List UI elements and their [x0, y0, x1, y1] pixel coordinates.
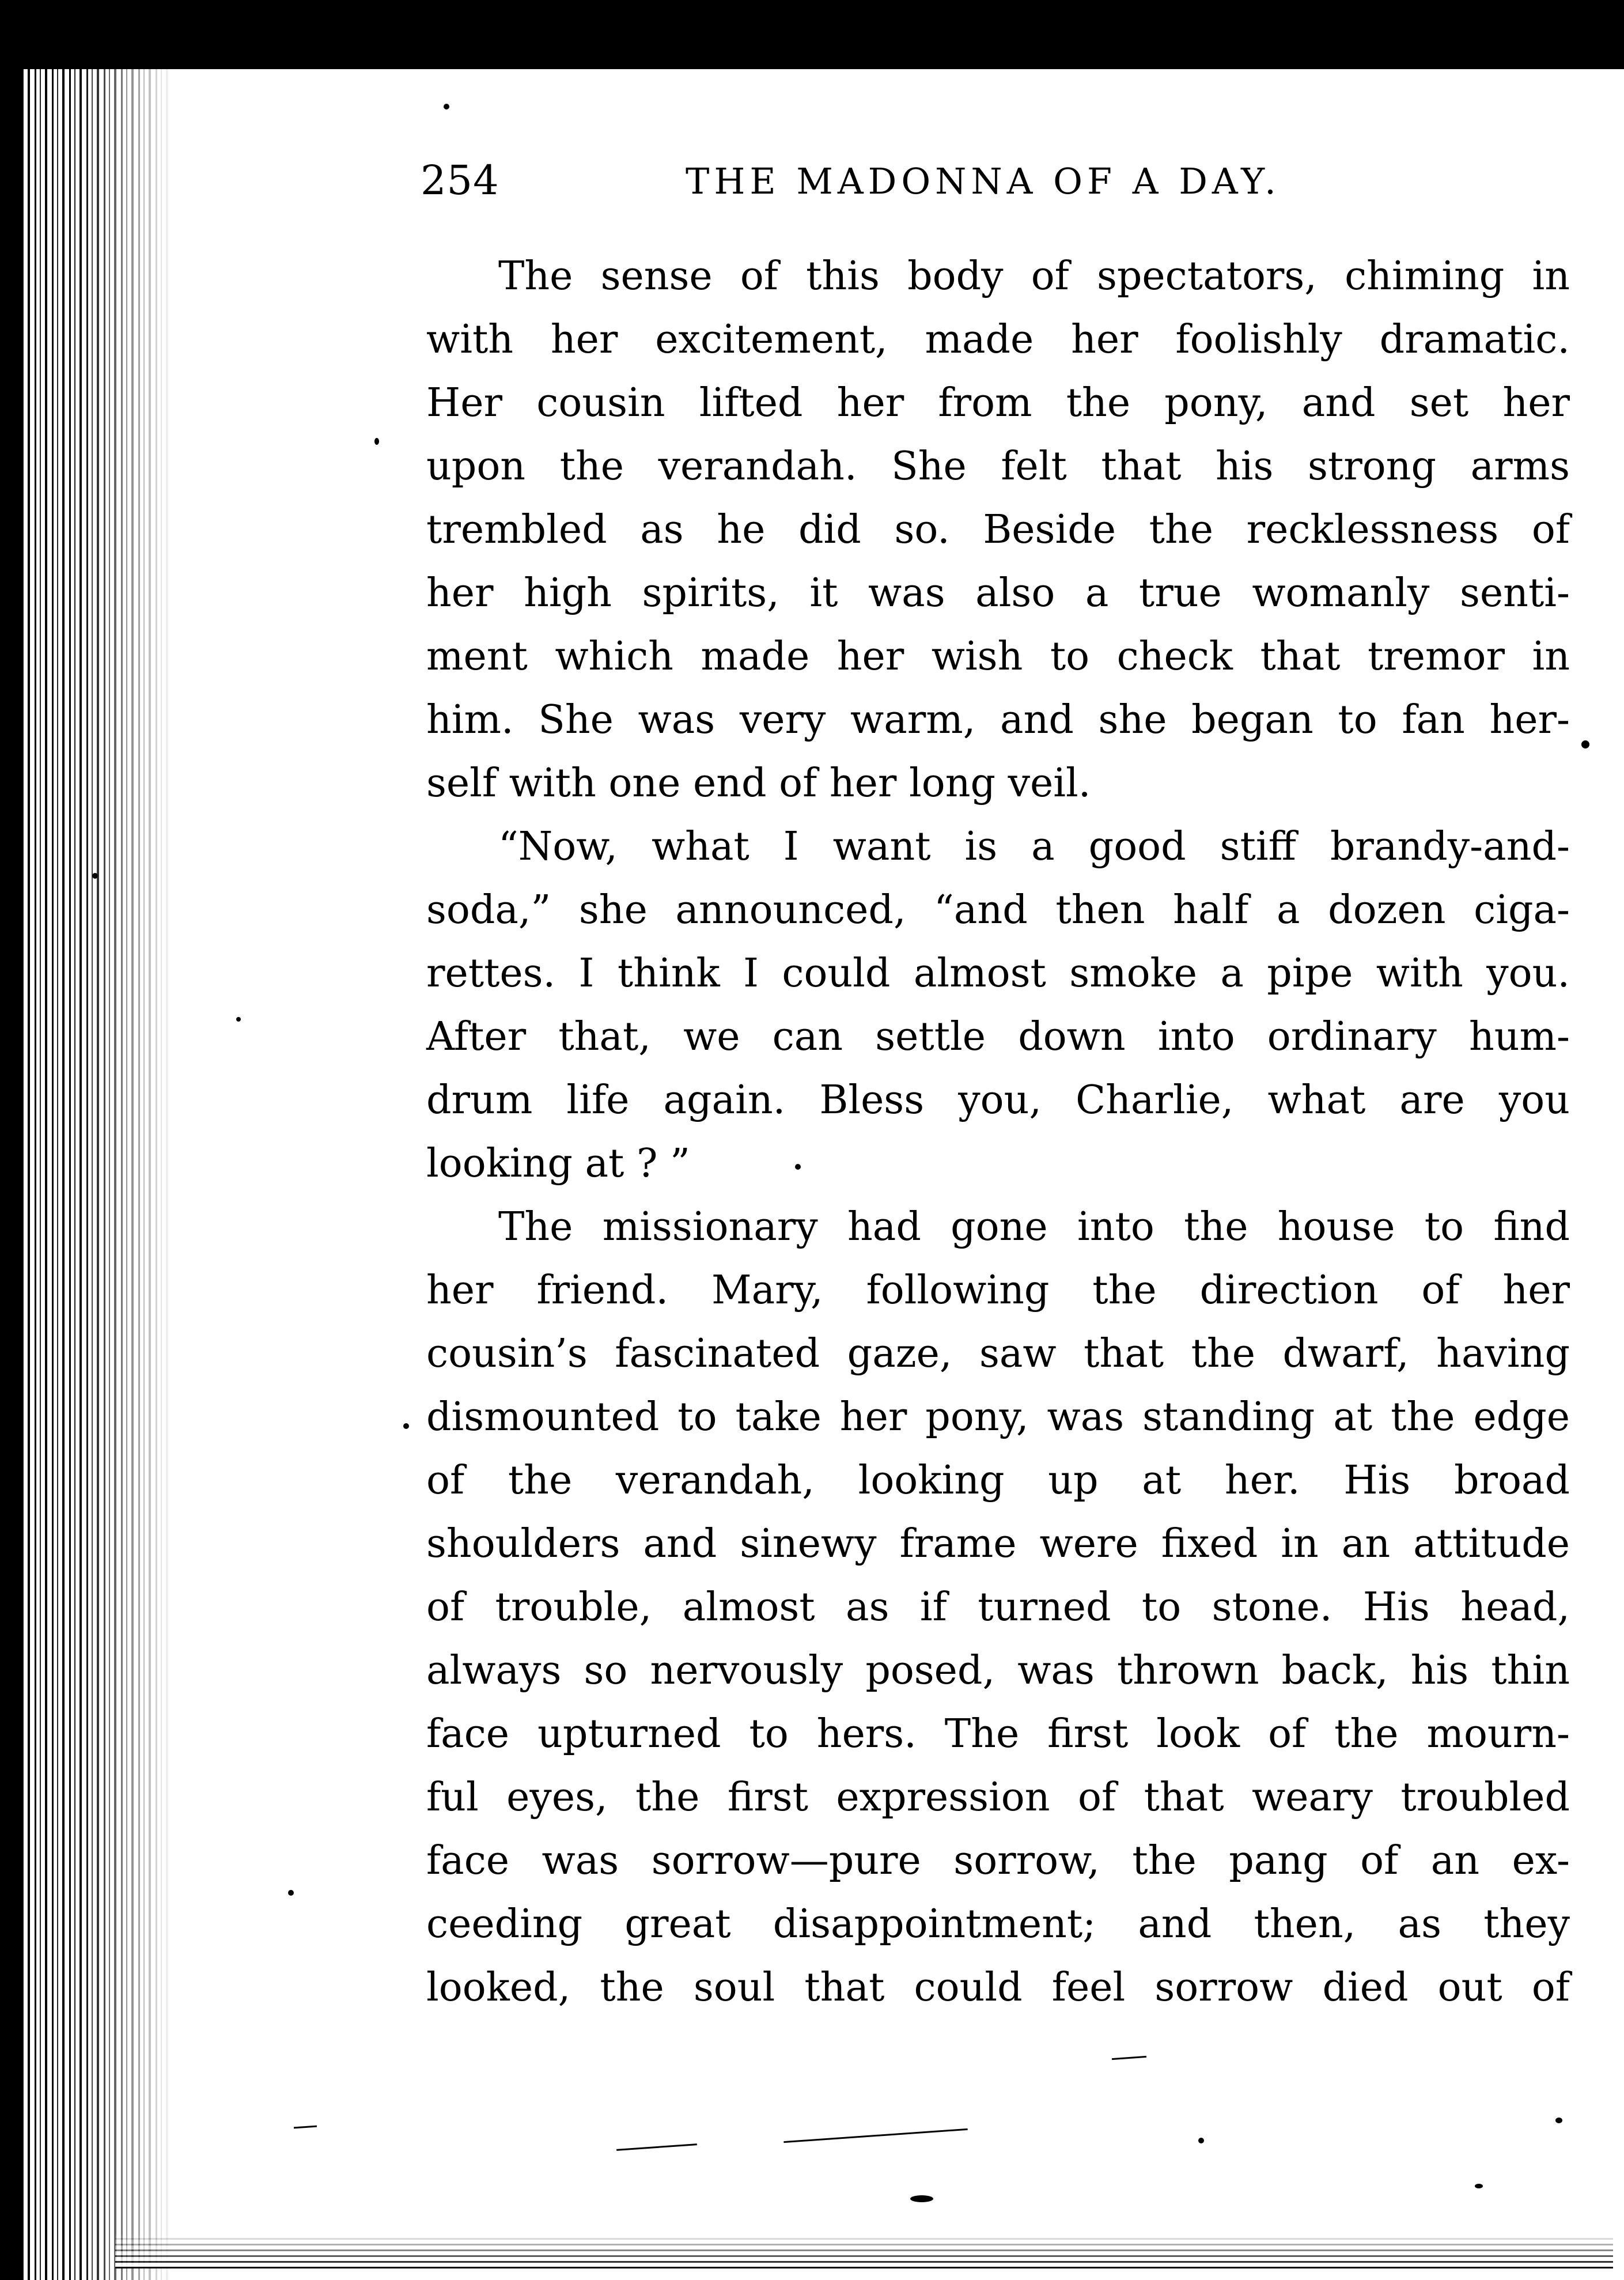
- scan-speck: [910, 2195, 933, 2202]
- page-number: 254: [421, 157, 499, 204]
- text-line: ful eyes, the first expression of that weary troubled: [426, 1775, 1570, 1820]
- scan-speck: [1475, 2184, 1483, 2188]
- scan-speck: [1581, 740, 1589, 748]
- page-header: [421, 157, 1573, 220]
- running-title: THE MADONNA OF A DAY.: [686, 160, 1281, 202]
- text-line: of the verandah, looking up at her. His broad: [426, 1458, 1570, 1503]
- scan-speck: [92, 873, 98, 879]
- text-line: face was sorrow—pure sorrow, the pang of an ex-: [426, 1838, 1570, 1884]
- scan-streak: [294, 2126, 317, 2129]
- text-line: trembled as he did so. Beside the recklessness of: [426, 507, 1570, 553]
- scan-speck: [374, 438, 379, 445]
- text-line: The missionary had gone into the house to find: [498, 1204, 1570, 1250]
- scan-speck: [1555, 2118, 1562, 2123]
- text-line: always so nervously posed, was thrown back, his thin: [426, 1648, 1570, 1693]
- scanned-page: [0, 69, 1624, 2280]
- text-line: dismounted to take her pony, was standing at the edge: [426, 1394, 1570, 1440]
- text-line: shoulders and sinewy frame were fixed in an attitude: [426, 1521, 1570, 1567]
- text-line: her high spirits, it was also a true womanly senti-: [426, 570, 1570, 616]
- scan-streak: [783, 2128, 967, 2143]
- scan-speck: [236, 1017, 241, 1022]
- text-line: The sense of this body of spectators, chiming in: [498, 254, 1570, 299]
- text-line: “Now, what I want is a good stiff brandy-and-: [498, 824, 1570, 869]
- text-line: her friend. Mary, following the direction of her: [426, 1268, 1570, 1313]
- text-line: looked, the soul that could feel sorrow died out of: [426, 1965, 1570, 2010]
- text-line: upon the verandah. She felt that his strong arms: [426, 444, 1570, 489]
- text-line: self with one end of her long veil.: [426, 761, 1091, 806]
- page-edge-dark: [0, 69, 23, 2280]
- scan-speck: [288, 1890, 294, 1896]
- page-edge-bottom: [115, 2234, 1613, 2268]
- text-line: face upturned to hers. The first look of the mourn-: [426, 1711, 1570, 1757]
- text-line: soda,” she announced, “and then half a dozen ciga-: [426, 887, 1570, 933]
- scan-speck: [795, 1164, 801, 1170]
- text-line: After that, we can settle down into ordinary hum-: [426, 1014, 1570, 1060]
- scan-speck: [403, 1423, 409, 1429]
- text-line: rettes. I think I could almost smoke a pipe with you.: [426, 951, 1570, 996]
- scan-streak: [1112, 2056, 1146, 2060]
- text-line: with her excitement, made her foolishly dramatic.: [426, 317, 1570, 362]
- scan-speck: [1198, 2138, 1204, 2143]
- text-line: him. She was very warm, and she began to fan her-: [426, 697, 1570, 743]
- text-line: looking at ? ”: [426, 1141, 690, 1186]
- text-line: Her cousin lifted her from the pony, and set her: [426, 380, 1570, 426]
- scan-streak: [616, 2143, 697, 2151]
- scan-speck: [444, 104, 449, 109]
- text-line: ment which made her wish to check that tremor in: [426, 634, 1570, 679]
- text-line: ceeding great disappointment; and then, as they: [426, 1901, 1570, 1947]
- text-line: drum life again. Bless you, Charlie, what are you: [426, 1077, 1570, 1123]
- body-text: [426, 245, 1570, 2020]
- text-line: cousin’s fascinated gaze, saw that the dwarf, having: [426, 1331, 1570, 1377]
- text-line: of trouble, almost as if turned to stone. His head,: [426, 1585, 1570, 1630]
- page-edge-left: [0, 69, 173, 2280]
